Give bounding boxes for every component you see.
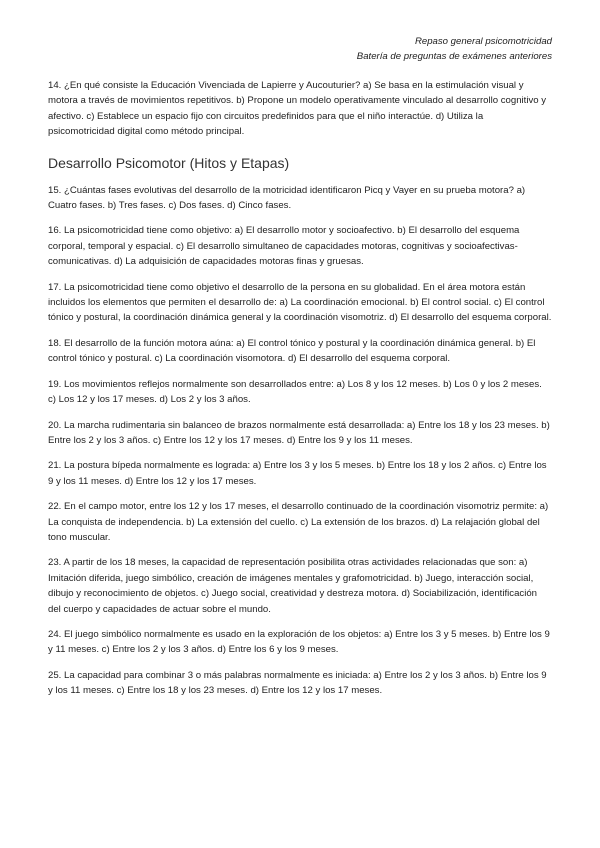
question-18: 18. El desarrollo de la función motora aúna: a) El control tónico y postural y la coordinación dinámica general. b) El control tónico y postural. c) La coordinación visomotora. d) El desarrollo del esquema corporal. — [48, 337, 536, 365]
page-header — [48, 34, 552, 64]
header-subtitle: Batería de preguntas de exámenes anteriores — [356, 51, 552, 62]
question-25: 25. La capacidad para combinar 3 o más palabras normalmente es iniciada: a) Entre los 2 y los 3 años. b) Entre los 9 y los 11 meses. c) Entre los 18 y los 23 meses. d) Entre los 12 y los 17 meses. — [48, 669, 547, 697]
header-title: Repaso general psicomotricidad — [414, 36, 552, 47]
question-22: 22. En el campo motor, entre los 12 y los 17 meses, el desarrollo continuado de la coordinación visomotriz permite: a) La conquista de independencia. b) La extensión del cuello. c) La extensión de los brazos. d) La relajación global del tono muscular. — [48, 501, 549, 543]
question-17: 17. La psicomotricidad tiene como objetivo el desarrollo de la persona en su globalidad. En el área motora están incluidos los elementos que permiten el desarrollo de: a) La coordinación emocional. b) El control social. c) El control tónico y postural, la coordinación dinámica general y la coordinación visomotriz. d) El desarrollo del esquema corporal. — [48, 281, 552, 324]
question-14: 14. ¿En qué consiste la Educación Vivenciada de Lapierre y Aucouturier? a) Se basa en la estimulación visual y motora a través de movimientos repetitivos. b) Propone un modelo operativamente vinculado al desarrollo cognitivo y afectivo. c) Establece un espacio fijo con circuitos predefinidos para que el niño interactúe. d) Utiliza la psicomotricidad digital como método principal. — [48, 80, 547, 138]
question-19: 19. Los movimientos reflejos normalmente son desarrollados entre: a) Los 8 y los 12 meses. b) Los 0 y los 2 meses. c) Los 12 y los 17 meses. d) Los 2 y los 3 años. — [48, 378, 542, 406]
section-title: Desarrollo Psicomotor (Hitos y Etapas) — [48, 154, 290, 171]
question-16: 16. La psicomotricidad tiene como objetivo: a) El desarrollo motor y socioafectivo. b) El desarrollo del esquema corporal, temporal y espacial. c) El desarrollo simultaneo de capacidades motoras, cognitivas y socioafectivas-comunicativas. d) La adquisición de capacidades motoras finas y gruesas. — [48, 225, 520, 268]
question-21: 21. La postura bípeda normalmente es lograda: a) Entre los 3 y los 5 meses. b) Entre los 18 y los 2 años. c) Entre los 9 y los 11 meses. d) Entre los 12 y los 17 meses. — [48, 460, 547, 487]
question-15: 15. ¿Cuántas fases evolutivas del desarrollo de la motricidad identificaron Picq y Vayer en su prueba motora? a) Cuatro fases. b) Tres fases. c) Dos fases. d) Cinco fases. — [48, 184, 526, 212]
question-24: 24. El juego simbólico normalmente es usado en la exploración de los objetos: a) Entre los 3 y 5 meses. b) Entre los 9 y 11 meses. c) Entre los 2 y los 3 años. d) Entre los 6 y los 9 meses. — [48, 628, 550, 656]
question-23: 23. A partir de los 18 meses, la capacidad de representación posibilita otras actividades relacionadas que son: a) Imitación diferida, juego simbólico, creación de imágenes mentales y grafomotricidad. b) Juego, interacción social, dibujo y reconocimiento de objetos. c) Juego social, creatividad y destreza motora. d) Sociabilización, identificación del cuerpo y capacidades de actuar sobre el mundo. — [48, 557, 538, 615]
question-20: 20. La marcha rudimentaria sin balanceo de brazos normalmente está desarrollada: a) Entre los 18 y los 23 meses. b) Entre los 2 y los 3 años. c) Entre los 12 y los 17 meses. d) Entre los 9 y los 11 meses. — [48, 419, 550, 446]
